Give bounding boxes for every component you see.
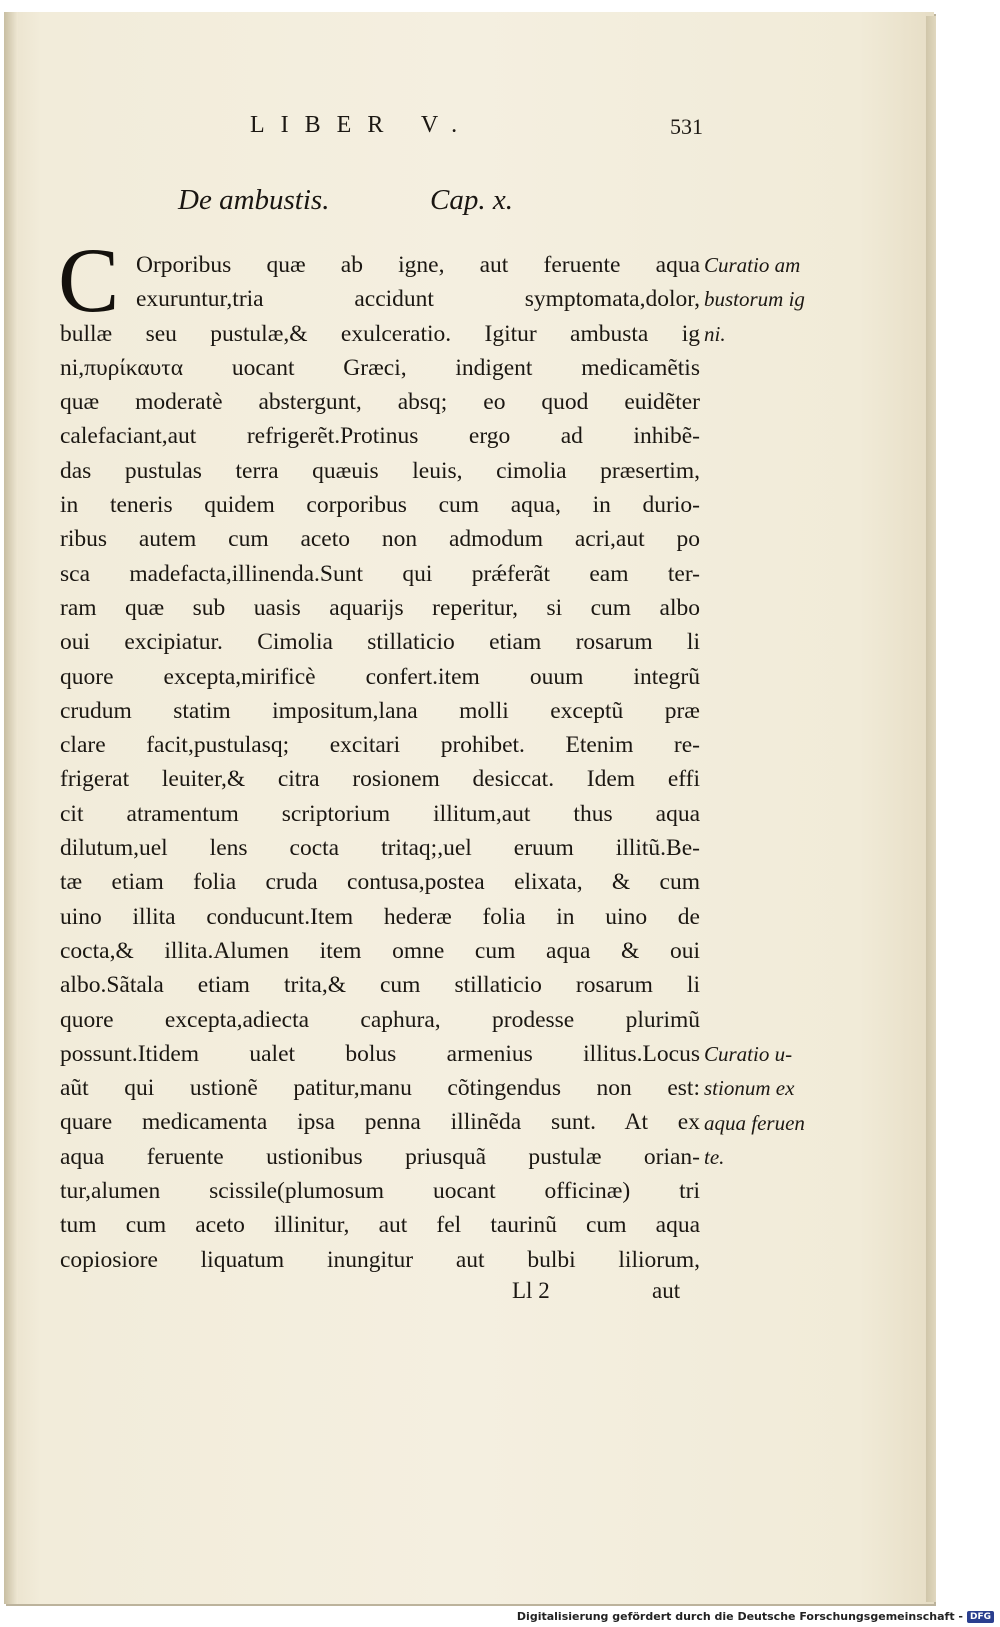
text-line: das pustulas terra quæuis leuis, cimolia præsertim,	[60, 457, 700, 484]
text-line: tum cum aceto illinitur, aut fel taurinũ cum aqua	[60, 1212, 700, 1239]
text-line: sca madefacta,illinenda.Sunt qui prǽferãt eam ter-	[60, 560, 700, 587]
dfg-logo: DFG	[967, 1611, 994, 1623]
margin-note-line: ni.	[704, 321, 726, 346]
margin-note-line: Curatio am	[704, 253, 801, 277]
text-line: oui excipiatur. Cimolia stillaticio etiam rosarum li	[60, 629, 700, 656]
text-line: aũt qui ustionẽ patitur,manu cõtingendus non est:	[60, 1075, 700, 1102]
margin-note-scalds	[704, 1037, 834, 1174]
text-line: possunt.Itidem ualet bolus armenius illitus.Locus	[60, 1040, 700, 1067]
page-number: 531	[670, 114, 703, 139]
chapter-number: Cap. x.	[430, 184, 513, 216]
digitization-credit	[517, 1610, 994, 1623]
text-line: ribus autem cum aceto non admodum acri,aut po	[60, 526, 700, 553]
margin-note-line: te.	[704, 1144, 725, 1169]
text-line: clare facit,pustulasq; excitari prohibet. Etenim re-	[60, 732, 700, 759]
text-line: tæ etiam folia cruda contusa,postea elixata, & cum	[60, 869, 700, 896]
text-line: exuruntur,tria accidunt symptomata,dolor,	[136, 286, 700, 313]
chapter-heading	[178, 184, 513, 217]
text-line: ram quæ sub uasis aquarijs reperitur, si cum albo	[60, 594, 700, 621]
drop-cap: C	[58, 229, 120, 331]
margin-note-line: Curatio u-	[704, 1042, 793, 1066]
text-line: quæ moderatè abstergunt, absq; eo quod euidẽter	[60, 389, 700, 416]
signature-mark: Ll 2	[512, 1278, 550, 1303]
text-line: bullæ seu pustulæ,& exulceratio. Igitur ambusta ig	[60, 320, 700, 347]
body-text	[60, 248, 700, 1277]
margin-note-line: stionum ex	[704, 1076, 795, 1101]
running-head: LIBER V.	[250, 112, 474, 138]
text-line: dilutum,uel lens cocta tritaq;,uel eruum illitũ.Be-	[60, 835, 700, 862]
text-line: quare medicamenta ipsa penna illinẽda sunt. At ex	[60, 1109, 700, 1136]
margin-note-line: bustorum ig	[704, 287, 805, 312]
text-line: quore excepta,mirificè confert.item ouum integrũ	[60, 663, 700, 690]
text-line: crudum statim impositum,lana molli exceptũ præ	[60, 697, 700, 724]
text-line: cocta,& illita.Alumen item omne cum aqua & oui	[60, 937, 700, 964]
text-line: calefaciant,aut refrigerẽt.Protinus ergo ad inhibẽ-	[60, 423, 700, 450]
margin-note-burns	[704, 248, 834, 351]
text-line: cit atramentum scriptorium illitum,aut thus aqua	[60, 800, 700, 827]
page-edge-right	[926, 16, 936, 1602]
margin-note-line: aqua feruen	[704, 1110, 805, 1135]
text-line: uino illita conducunt.Item hederæ folia in uino de	[60, 903, 700, 930]
text-line: tur,alumen scissile(plumosum uocant officinæ) tri	[60, 1178, 700, 1205]
text-line: aqua feruente ustionibus priusquã pustulæ orian-	[60, 1143, 700, 1170]
credit-text: Digitalisierung gefördert durch die Deutsche Forschungsgemeinschaft -	[516, 1610, 963, 1623]
text-line: albo.Sãtala etiam trita,& cum stillaticio rosarum li	[60, 972, 700, 999]
text-line: Orporibus quæ ab igne, aut feruente aqua	[136, 252, 700, 278]
page-edge-left	[4, 12, 18, 1604]
chapter-title: De ambustis.	[178, 184, 330, 216]
text-line: in teneris quidem corporibus cum aqua, in durio-	[60, 492, 700, 519]
text-line: quore excepta,adiecta caphura, prodesse plurimũ	[60, 1006, 700, 1033]
text-line: frigerat leuiter,& citra rosionem desiccat. Idem effi	[60, 766, 700, 793]
catchword: aut	[652, 1278, 681, 1303]
text-line: copiosiore liquatum inungitur aut bulbi liliorum,	[60, 1246, 700, 1273]
text-line: ni,πυρίκαυτα uocant Græci, indigent medicamẽtis	[60, 354, 700, 381]
